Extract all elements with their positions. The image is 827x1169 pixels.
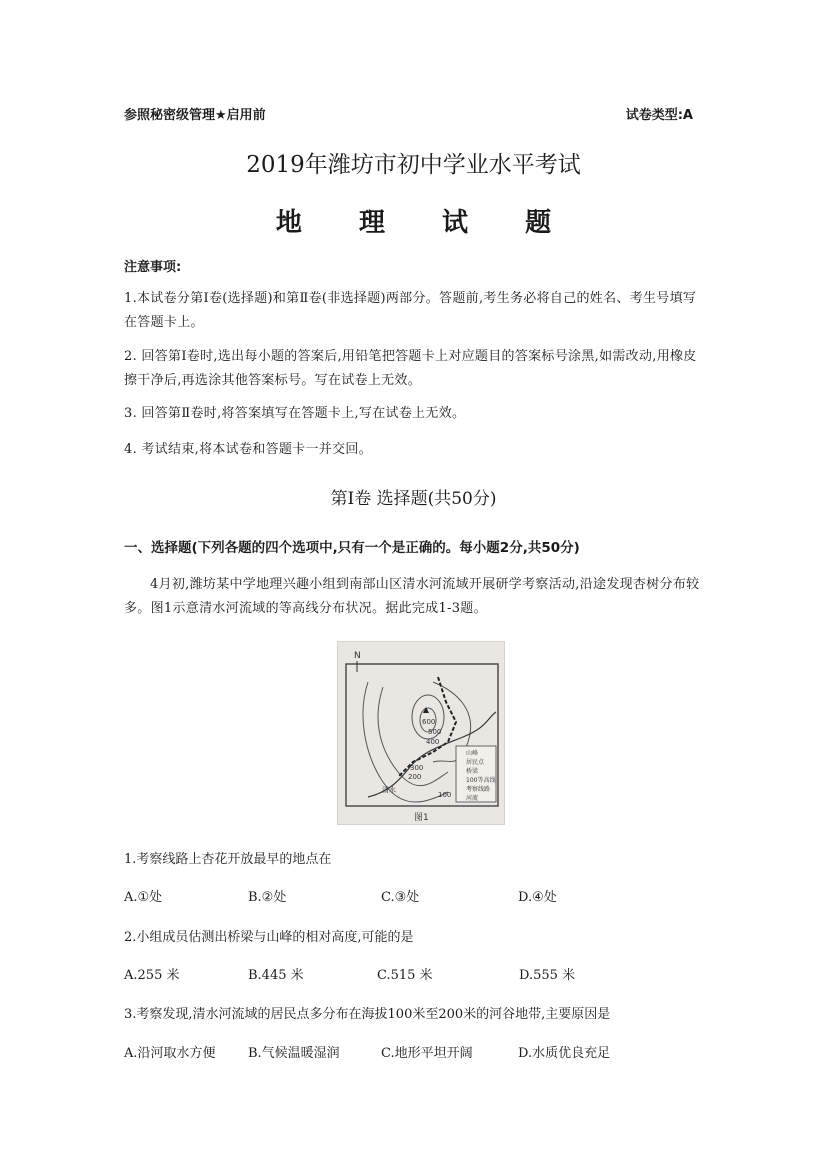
q1-option-c[interactable]: C.③处 xyxy=(381,890,420,905)
notice-item-1: 1.本试卷分第Ⅰ卷(选择题)和第Ⅱ卷(非选择题)两部分。答题前,考生务必将自己的姓名、考生号填写在答题卡上。 xyxy=(124,291,697,330)
q2-option-c[interactable]: C.515 米 xyxy=(377,968,433,983)
figure-caption: 图1 xyxy=(414,813,429,823)
contour-map-figure xyxy=(337,641,505,825)
svg-text:山峰: 山峰 xyxy=(466,750,479,757)
exam-title: 2019年潍坊市初中学业水平考试 xyxy=(246,152,581,178)
q3-option-a[interactable]: A.沿河取水方便 xyxy=(124,1046,216,1061)
question-3-stem: 3.考察发现,清水河流域的居民点多分布在海拔100米至200米的河谷地带,主要原因是 xyxy=(124,1007,611,1022)
svg-text:300: 300 xyxy=(410,764,424,772)
q2-option-b[interactable]: B.445 米 xyxy=(248,968,304,983)
section-title: 第Ⅰ卷 选择题(共50分) xyxy=(330,489,497,509)
question-2-stem: 2.小组成员估测出桥梁与山峰的相对高度,可能的是 xyxy=(124,930,414,945)
paper-type-label: 试卷类型:A xyxy=(625,108,693,123)
svg-text:桥梁: 桥梁 xyxy=(466,768,479,775)
q2-option-d[interactable]: D.555 米 xyxy=(519,968,576,983)
survey-route xyxy=(398,677,456,777)
notice-item-4: 4. 考试结束,将本试卷和答题卡一并交回。 xyxy=(124,442,372,457)
q1-option-b[interactable]: B.②处 xyxy=(248,890,287,905)
question-intro: 4月初,潍坊某中学地理兴趣小组到南部山区清水河流域开展研学考察活动,沿途发现杏树分布较多。图1示意清水河流域的等高线分布状况。据此完成1-3题。 xyxy=(124,577,700,616)
contour-map xyxy=(338,642,504,824)
q3-option-d[interactable]: D.水质优良充足 xyxy=(518,1046,611,1061)
q3-option-c[interactable]: C.地形平坦开阔 xyxy=(381,1046,473,1061)
river-label: 清水 xyxy=(382,786,396,794)
svg-text:200: 200 xyxy=(408,773,422,781)
q1-option-d[interactable]: D.④处 xyxy=(518,890,557,905)
question-1-stem: 1.考察线路上杏花开放最早的地点在 xyxy=(124,852,332,867)
svg-text:500: 500 xyxy=(428,728,442,736)
q1-option-a[interactable]: A.①处 xyxy=(124,890,163,905)
confidentiality-label: 参照秘密级管理★启用前 xyxy=(124,108,266,123)
svg-text:400: 400 xyxy=(426,738,440,746)
exam-subject: 地 理 试 题 xyxy=(275,208,576,238)
svg-text:600: 600 xyxy=(422,718,436,726)
q2-option-a[interactable]: A.255 米 xyxy=(124,968,180,983)
svg-text:居民点: 居民点 xyxy=(466,759,485,766)
notice-item-3: 3. 回答第Ⅱ卷时,将答案填写在答题卡上,写在试卷上无效。 xyxy=(124,406,466,421)
notice-heading: 注意事项: xyxy=(124,260,182,275)
north-label: N xyxy=(354,651,361,661)
svg-text:100等高线: 100等高线 xyxy=(466,777,496,784)
svg-text:考察线路: 考察线路 xyxy=(466,786,491,793)
svg-text:100: 100 xyxy=(438,791,452,799)
part-heading: 一、选择题(下列各题的四个选项中,只有一个是正确的。每小题2分,共50分) xyxy=(124,540,580,556)
svg-text:河流: 河流 xyxy=(466,795,479,802)
notice-item-2: 2. 回答第Ⅰ卷时,选出每小题的答案后,用铅笔把答题卡上对应题目的答案标号涂黑,如需改动,用橡皮擦干净后,再选涂其他答案标号。写在试卷上无效。 xyxy=(124,349,697,388)
q3-option-b[interactable]: B.气候温暖湿润 xyxy=(248,1046,340,1061)
